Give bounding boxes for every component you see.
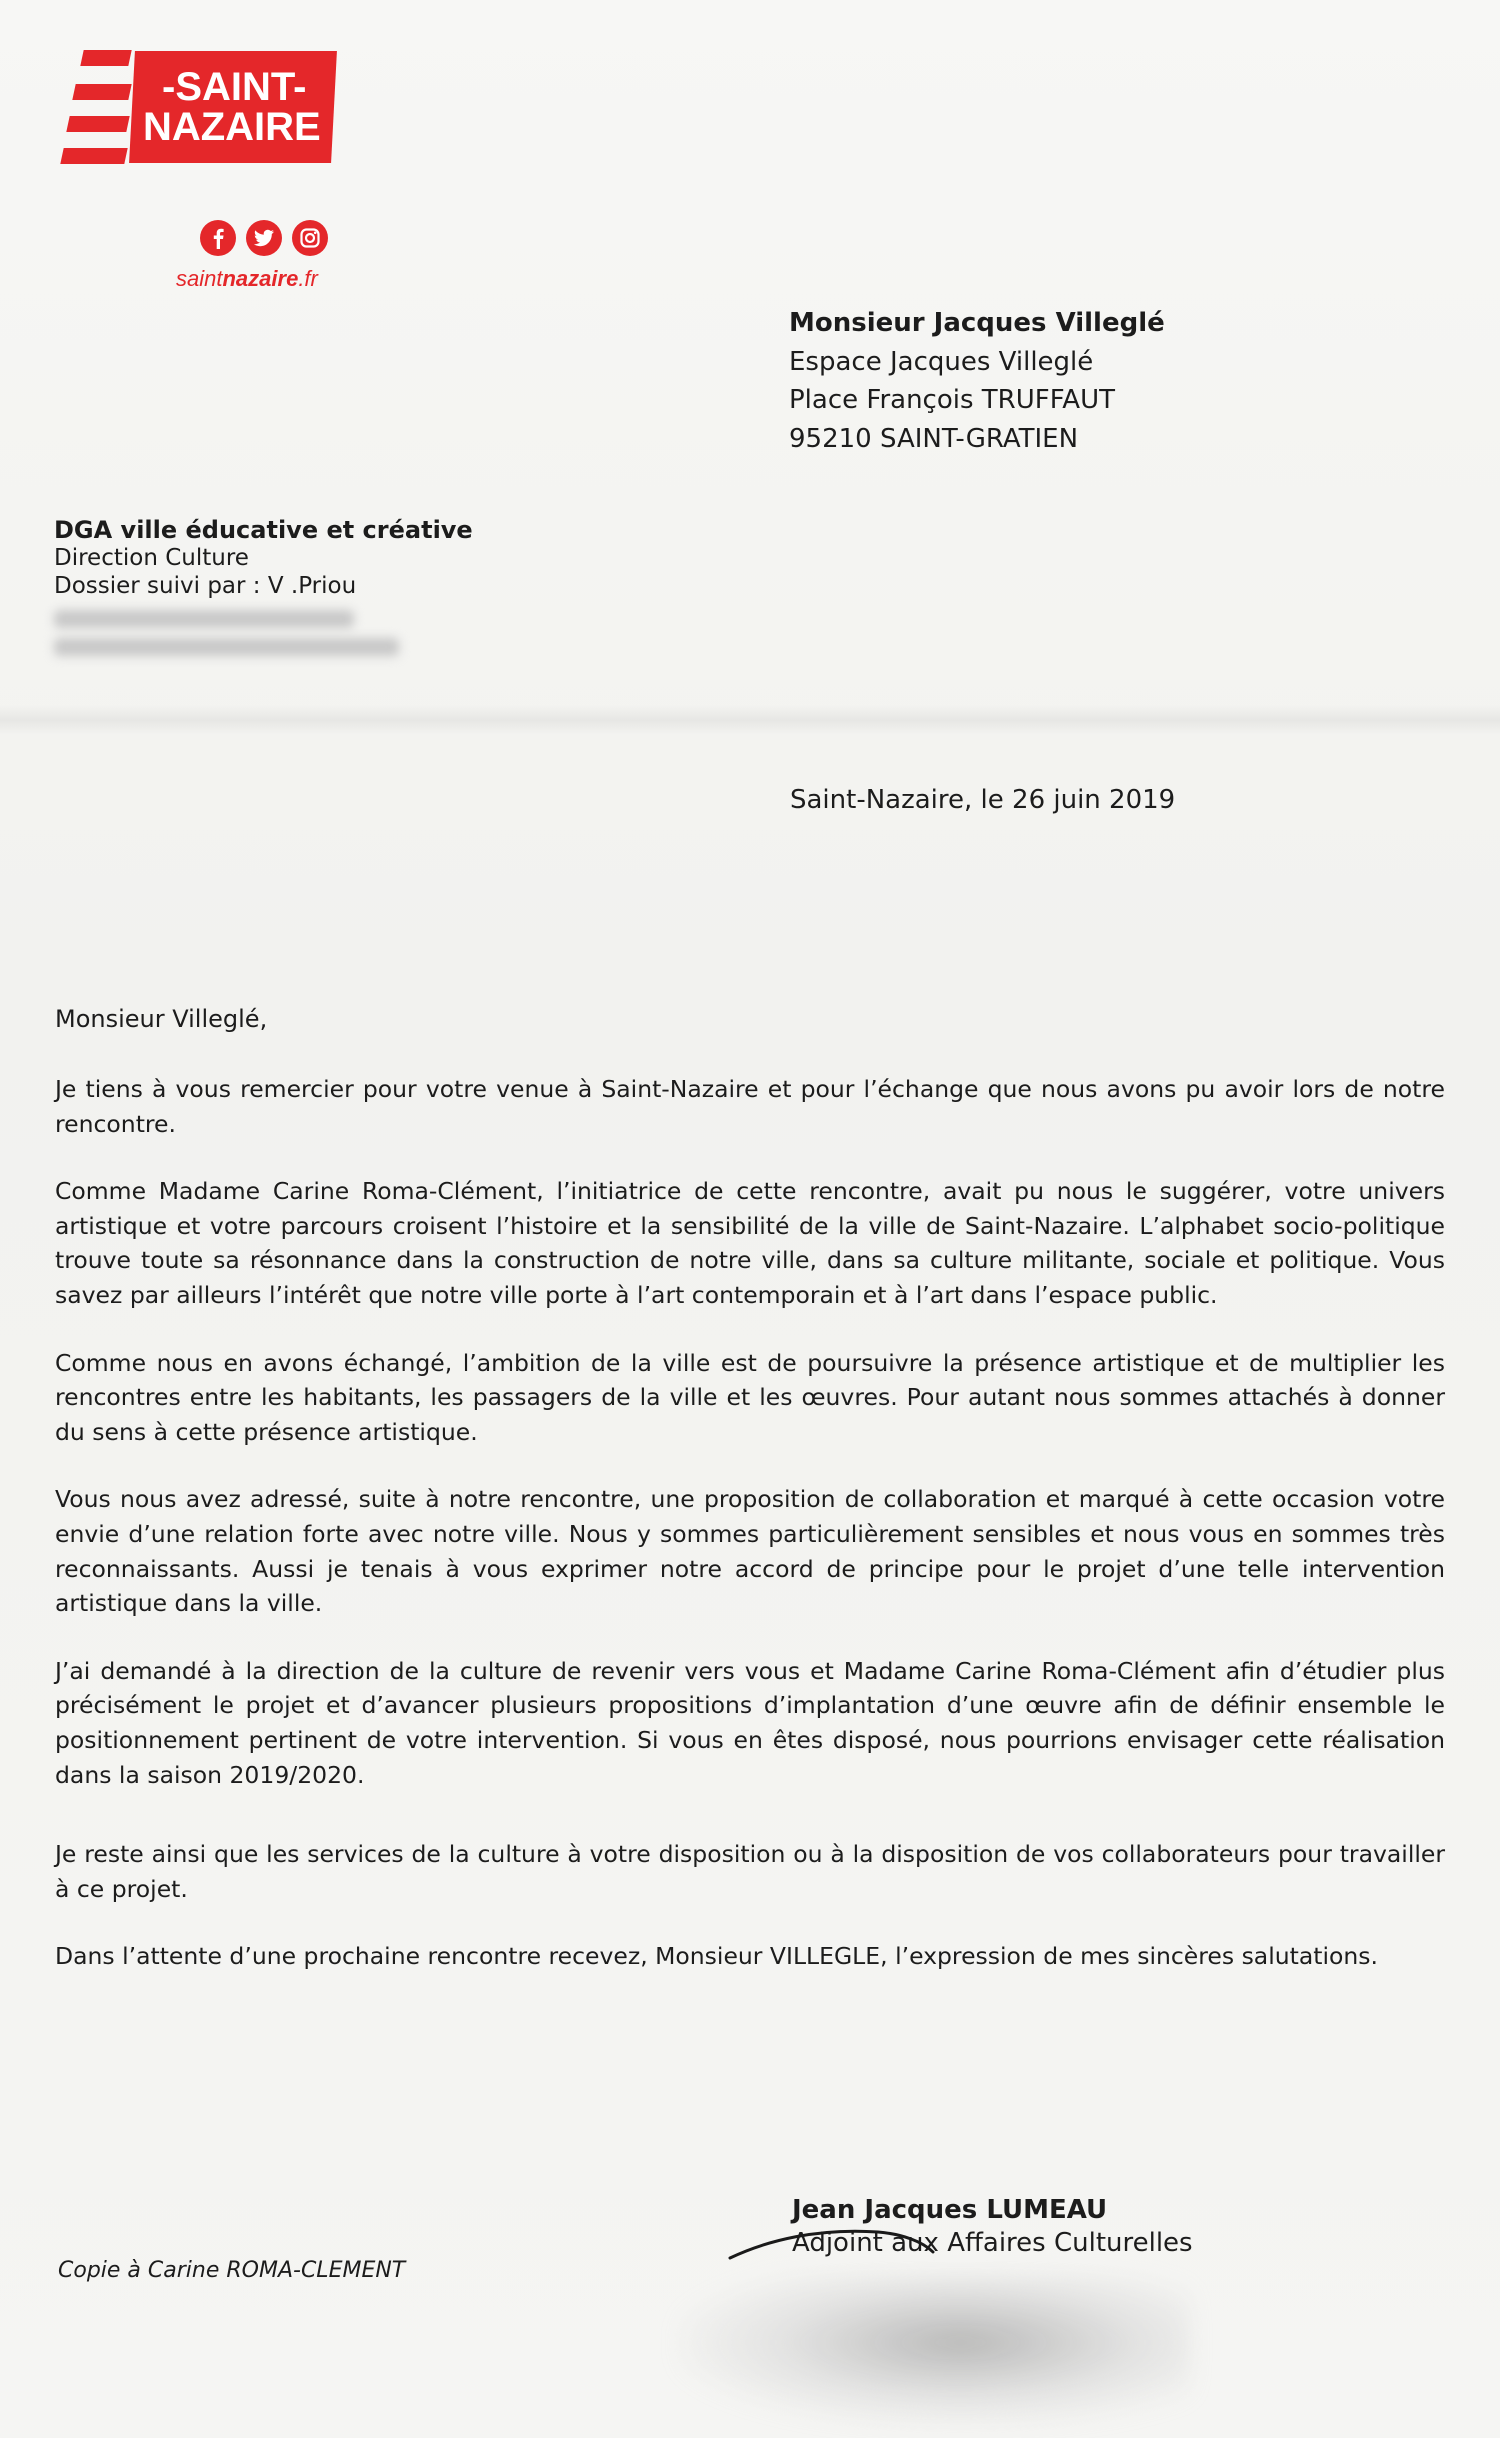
paragraph-1: Je tiens à vous remercier pour votre venue à Saint-Nazaire et pour l’échange que nous avons pu avoir lors de notre rencontre. [55,1075,1445,1138]
logo-line-2: NAZAIRE [143,105,321,149]
facebook-icon[interactable] [200,220,236,256]
salutation: Monsieur Villeglé, [55,1005,268,1033]
sender-dossier: Dossier suivi par : V .Priou [54,573,357,599]
signatory-title: Adjoint aux Affaires Culturelles [792,2228,1193,2258]
signature-stroke [728,2222,938,2262]
recipient-line-1: Espace Jacques Villeglé [789,346,1094,377]
logo-box [129,51,337,163]
signatory-name: Jean Jacques LUMEAU [792,2195,1108,2225]
paragraph-3: Comme nous en avons échangé, l’ambition de la ville est de poursuivre la présence artistique et de multiplier les rencontres entre les habitants, les passagers de la ville et les œuvres. Pour autant nous sommes attachés à donner du sens à cette présence artistique. [55,1348,1445,1446]
sender-block [54,516,473,656]
letter-date: Saint-Nazaire, le 26 juin 2019 [790,785,1176,815]
paragraph-7: Dans l’attente d’une prochaine rencontre recevez, Monsieur VILLEGLE, l’expression de mes sincères salutations. [55,1942,1378,1971]
instagram-icon[interactable] [292,220,328,256]
logo-stripes [62,48,132,166]
copy-recipient: Copie à Carine ROMA-CLEMENT [58,2258,406,2283]
sender-direction: Direction Culture [54,545,249,571]
letter-body [55,1072,1445,2007]
recipient-line-3: 95210 SAINT-GRATIEN [789,423,1079,454]
paragraph-6: Je reste ainsi que les services de la culture à votre disposition ou à la disposition de vos collaborateurs pour travailler à ce projet. [55,1840,1445,1903]
paragraph-2: Comme Madame Carine Roma-Clément, l’initiatrice de cette rencontre, avait pu nous le suggérer, votre univers artistique et votre parcours croisent l’histoire et la sensibilité de la ville de Saint-Nazaire. L’alphabet socio-politique trouve toute sa résonnance dans la construction de notre ville, dans sa culture militante, sociale et politique. Vous savez par ailleurs l’intérêt que notre ville porte à l’art contemporain et à l’art dans l’espace public. [55,1177,1445,1309]
sender-department: DGA ville éducative et créative [54,516,473,544]
saint-nazaire-logo [62,48,342,166]
logo-line-1: -SAINT- [161,65,307,109]
twitter-icon[interactable] [246,220,282,256]
paragraph-4: Vous nous avez adressé, suite à notre rencontre, une proposition de collaboration et marqué à cette occasion votre envie d’une relation forte avec notre ville. Nous y sommes particulièrement sensibles et nous vous en sommes très reconnaissants. Aussi je tenais à vous exprimer notre accord de principe pour le projet d’une telle intervention artistique dans la ville. [55,1485,1445,1618]
paragraph-5: J’ai demandé à la direction de la culture de revenir vers vous et Madame Carine Roma-Clément afin d’étudier plus précisément le projet et d’avancer plusieurs propositions d’implantation d’une œuvre afin de définir ensemble le positionnement pertinent de votre intervention. Si vous en êtes disposé, nous pourrions envisager cette réalisation dans la saison 2019/2020. [55,1656,1445,1789]
recipient-address [789,304,1165,458]
social-links [200,220,328,256]
paper-fold [0,705,1500,735]
redacted-signature [680,2275,1190,2425]
recipient-name: Monsieur Jacques Villeglé [789,308,1165,338]
website-link[interactable]: saintnazaire.fr [176,266,318,291]
redacted-email [54,638,399,656]
redacted-phone [54,610,354,628]
recipient-line-2: Place François TRUFFAUT [789,385,1115,415]
